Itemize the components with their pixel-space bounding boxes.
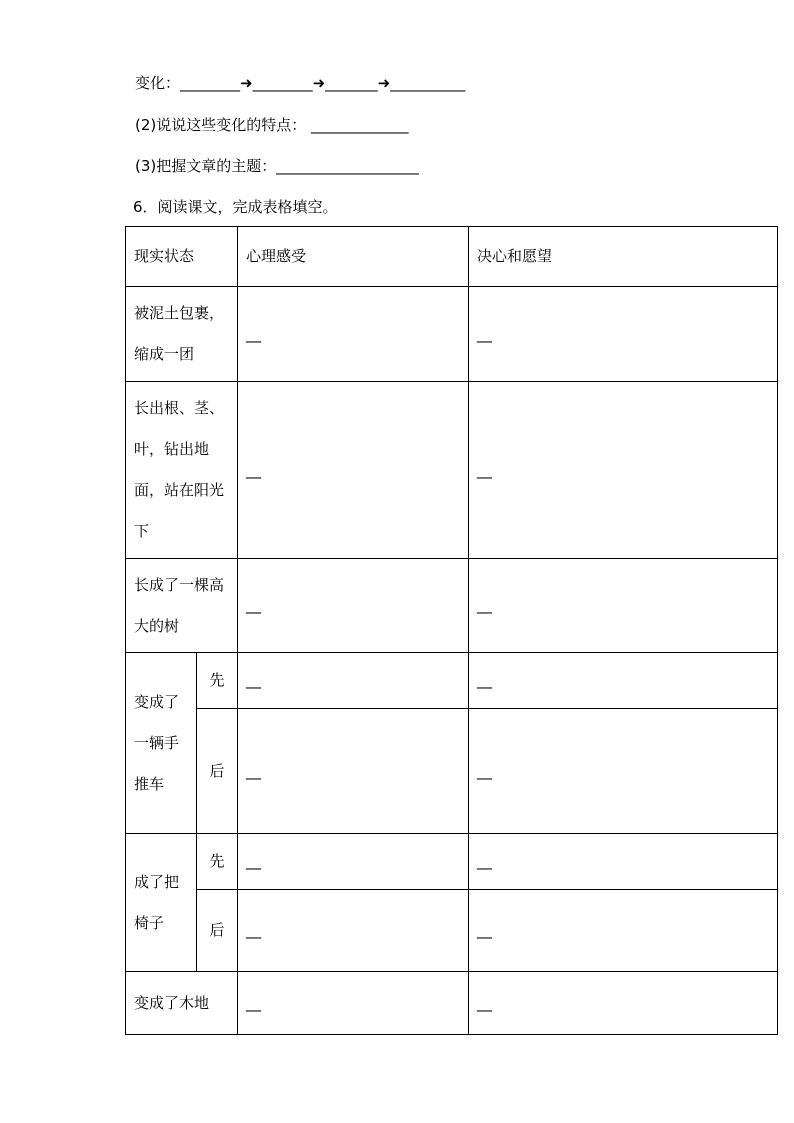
sub-label-before: 先 bbox=[197, 653, 238, 709]
header-feeling: 心理感受 bbox=[238, 227, 469, 287]
table-row bbox=[126, 890, 778, 972]
row-state: 长成了一棵高大的树 bbox=[126, 559, 238, 653]
row-state: 变成了木地 bbox=[126, 972, 238, 1035]
feeling-blank[interactable]: __ bbox=[238, 382, 469, 559]
feeling-blank[interactable]: __ bbox=[238, 834, 469, 890]
question-6: 6．阅读课文，完成表格填空。 bbox=[133, 198, 338, 216]
table-row bbox=[126, 559, 778, 653]
table-row bbox=[126, 653, 778, 709]
table-row bbox=[126, 382, 778, 559]
question-2: (2)说说这些变化的特点： _____________ bbox=[135, 116, 409, 134]
wish-blank[interactable]: __ bbox=[469, 653, 778, 709]
wish-blank[interactable]: __ bbox=[469, 287, 778, 382]
sub-label-after: 后 bbox=[197, 890, 238, 972]
sub-label-after: 后 bbox=[197, 709, 238, 834]
feeling-blank[interactable]: __ bbox=[238, 890, 469, 972]
header-wish: 决心和愿望 bbox=[469, 227, 778, 287]
wish-blank[interactable]: __ bbox=[469, 382, 778, 559]
row-state: 长出根、茎、叶，钻出地面，站在阳光下 bbox=[126, 382, 238, 559]
wish-blank[interactable]: __ bbox=[469, 709, 778, 834]
change-sequence-line: 变化：________➜________➜_______➜__________ bbox=[135, 74, 466, 92]
wish-blank[interactable]: __ bbox=[469, 834, 778, 890]
fill-in-table bbox=[125, 226, 778, 1035]
table-header-row bbox=[126, 227, 778, 287]
feeling-blank[interactable]: __ bbox=[238, 709, 469, 834]
table-row bbox=[126, 709, 778, 834]
feeling-blank[interactable]: __ bbox=[238, 287, 469, 382]
wish-blank[interactable]: __ bbox=[469, 890, 778, 972]
table-row bbox=[126, 834, 778, 890]
row-state-chair: 成了把椅子 bbox=[126, 834, 197, 972]
feeling-blank[interactable]: __ bbox=[238, 559, 469, 653]
wish-blank[interactable]: __ bbox=[469, 559, 778, 653]
feeling-blank[interactable]: __ bbox=[238, 972, 469, 1035]
table-row bbox=[126, 972, 778, 1035]
feeling-blank[interactable]: __ bbox=[238, 653, 469, 709]
header-state: 现实状态 bbox=[126, 227, 238, 287]
row-state-cart: 变成了一辆手推车 bbox=[126, 653, 197, 834]
question-3: (3)把握文章的主题：___________________ bbox=[135, 157, 419, 175]
row-state: 被泥土包裹，缩成一团 bbox=[126, 287, 238, 382]
table-row bbox=[126, 287, 778, 382]
sub-label-before: 先 bbox=[197, 834, 238, 890]
wish-blank[interactable]: __ bbox=[469, 972, 778, 1035]
